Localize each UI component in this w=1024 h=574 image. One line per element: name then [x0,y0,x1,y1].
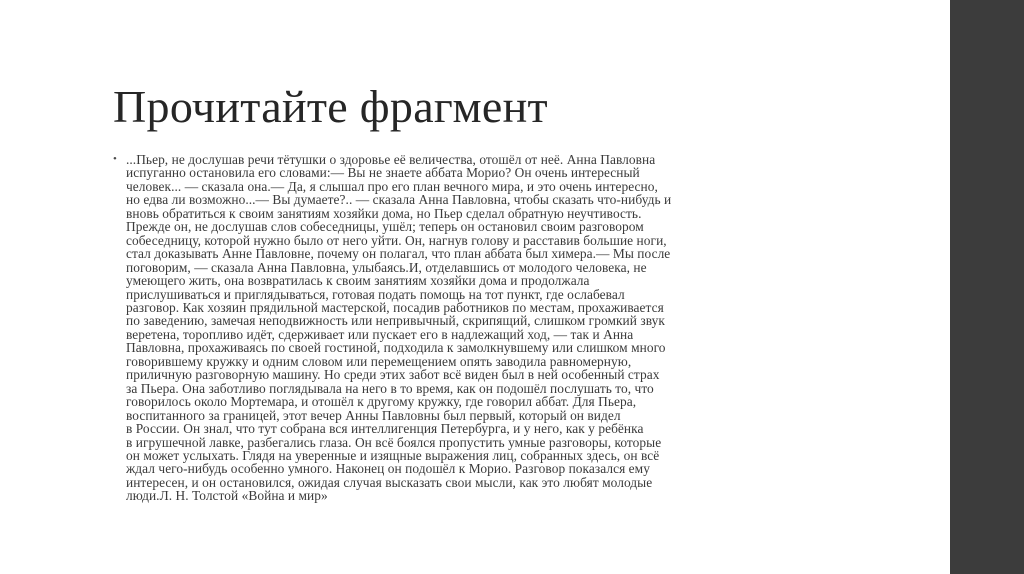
text-line: стал доказывать Анне Павловне, почему он полагал, что план аббата был химера.— Мы после [126,246,671,262]
text-line: поговорим, — сказала Анна Павловна, улыбаясь.И, отделавшись от молодого человека, не [126,259,647,275]
text-line: собеседницу, которой нужно было от него уйти. Он, нагнув голову и расставив большие ноги, [126,232,667,248]
text-line: испуганно остановила его словами:— Вы не знаете аббата Морио? Он очень интересный [126,165,640,181]
text-line: в России. Он знал, что тут собрана вся интеллигенция Петербурга, и у него, как у ребёнка [126,421,644,437]
text-line: прислушиваться и приглядываться, готовая подать помощь на тот пункт, где ослабевал [126,286,625,302]
text-line: по заведению, замечая неподвижность или непривычный, скрипящий, слишком громкий звук [126,313,665,329]
text-line: вновь обратиться к своим занятиям хозяйки дома, но Пьер сделал обратную неучтивость. [126,205,642,221]
text-line: воспитанного за границей, этот вечер Анны Павловны был первый, который он видел [126,407,621,423]
text-line: ждал чего-нибудь особенно умного. Наконец он подошёл к Морио. Разговор показался ему [126,461,650,477]
text-line: веретена, торопливо идёт, сдерживает или пускает его в надлежащий ход, — так и Анна [126,326,634,342]
fragment-text [126,153,806,513]
text-line: приличную разговорную машину. Но среди этих забот всё виден был в ней особенный страх [126,367,660,383]
text-line: за Пьера. Она заботливо поглядывала на него в то время, как он подошёл послушать то, что [126,380,654,396]
text-line: умеющего жить, она возвратилась к своим занятиям хозяйки дома и продолжала [126,273,590,289]
text-line: разговор. Как хозяин прядильной мастерской, посадив работников по местам, прохаживается [126,299,664,315]
text-line: Павловна, прохаживаясь по своей гостиной, подходила к замолкнувшему или слишком много [126,340,666,356]
text-line: но едва ли возможно...— Вы думаете?.. — сказала Анна Павловна, чтобы сказать что-нибудь и [126,192,672,208]
text-line: Прежде он, не дослушав слов собеседницы, ушёл; теперь он остановил своим разговором [126,219,644,235]
text-line: человек... — сказала она.— Да, я слышал про его план вечного мира, и это очень интересно, [126,178,658,194]
slide-title: Прочитайте фрагмент [113,81,548,132]
side-bar [950,0,1024,574]
text-line: ...Пьер, не дослушав речи тётушки о здоровье её величества, отошёл от неё. Анна Павловна [126,153,656,167]
text-line: люди.Л. Н. Толстой «Война и мир» [126,488,328,504]
text-line: говорилось около Мортемара, и отошёл к другому кружку, где говорил аббат. Для Пьера, [126,394,637,410]
text-line: в игрушечной лавке, разбегались глаза. Он всё боялся пропустить умные разговоры, которые [126,434,662,450]
text-line: он может услыхать. Глядя на уверенные и изящные выражения лиц, собранных здесь, он всё [126,447,660,463]
bullet-marker: • [113,153,117,165]
text-line: интересен, и он остановился, ожидая случая высказать свои мысли, как это любят молодые [126,474,653,490]
text-line: говорившему кружку и одним словом или перемещением опять заводила равномерную, [126,353,632,369]
